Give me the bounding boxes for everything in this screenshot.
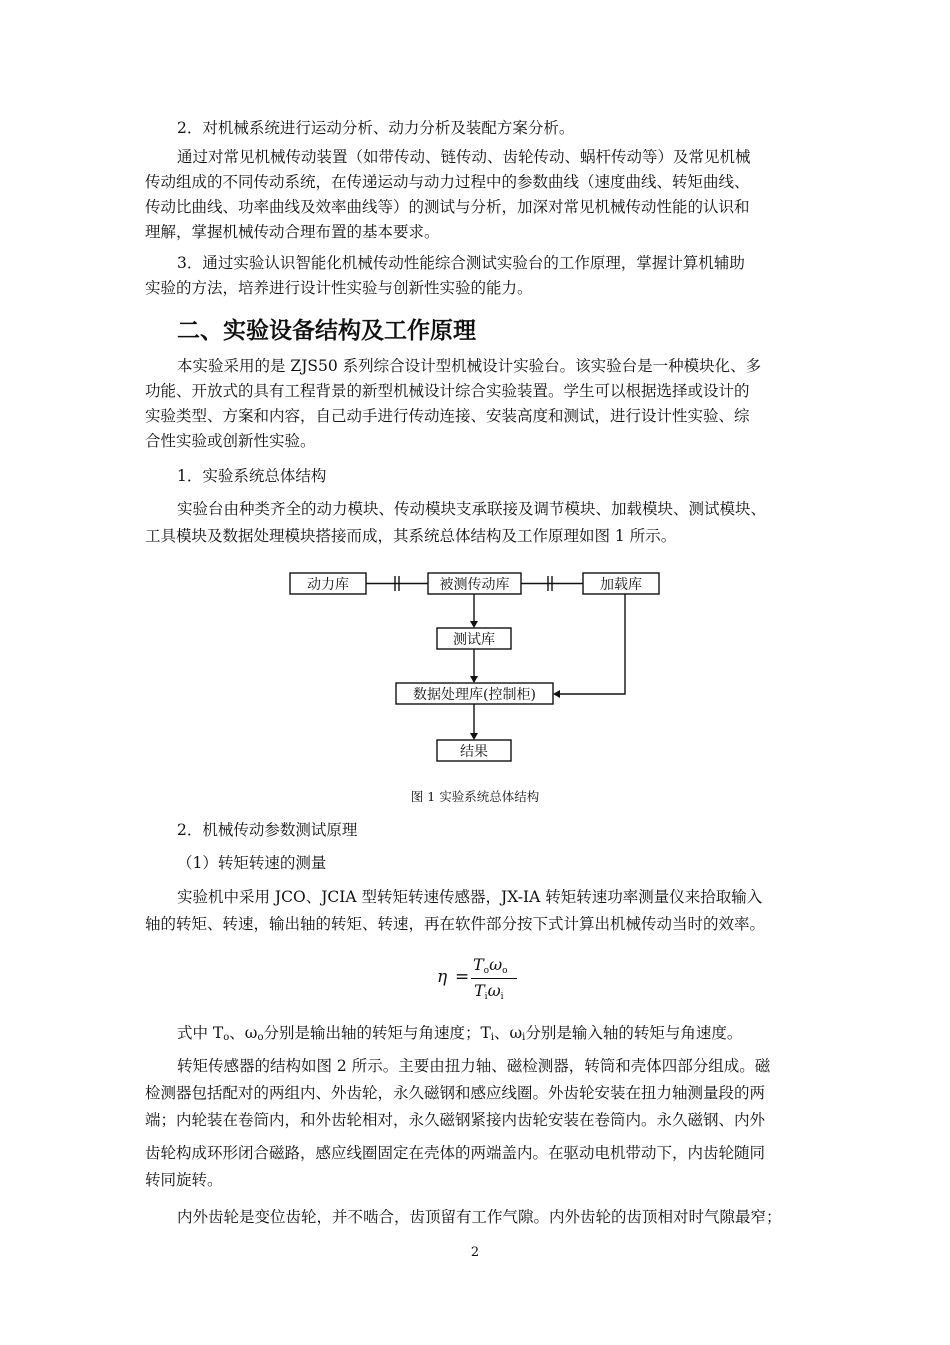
item-3-line: 实验的方法，培养进行设计性实验与创新性实验的能力。: [145, 279, 533, 297]
page-number: 2: [470, 1245, 480, 1260]
paragraph-line: 功能、开放式的具有工程背景的新型机械设计综合实验装置。学生可以根据选择或设计的: [145, 382, 750, 400]
paragraph-line: 实验类型、方案和内容，自己动手进行传动连接、安装高度和测试，进行设计性实验、综: [145, 407, 750, 425]
paragraph-line: 合性实验或创新性实验。: [145, 432, 316, 450]
paragraph-line: 实验机中采用 JCO、JCIA 型转矩转速传感器，JX-IA 转矩转速功率测量仪来拾取输入: [177, 888, 763, 906]
box-result-label: 结果: [460, 744, 488, 760]
efficiency-formula: [435, 955, 555, 1005]
paragraph-line: 内外齿轮是变位齿轮，并不啮合，齿顶留有工作气隙。内外齿轮的齿顶相对时气隙最窄；: [177, 1208, 782, 1226]
formula-denominator: $T_i\omega_i$: [474, 981, 504, 1002]
paragraph-line: 轴的转矩、转速，输出轴的转矩、转速，再在软件部分按下式计算出机械传动当时的效率。: [145, 915, 766, 933]
paragraph-line: 转同旋转。: [145, 1171, 223, 1189]
subsection-title: 2．机械传动参数测试原理: [177, 821, 358, 839]
paragraph-line: 实验台由种类齐全的动力模块、传动模块支承联接及调节模块、加载模块、测试模块、: [177, 500, 767, 518]
subsubsection-title: （1）转矩转速的测量: [177, 854, 327, 872]
formula-fraction-bar: [471, 978, 517, 979]
paragraph-line: 端；内轮装在卷筒内，和外齿轮相对，永久磁钢紧接内齿轮安装在卷筒内。永久磁钢、内外: [145, 1111, 766, 1129]
item-3-line: 3．通过实验认识智能化机械传动性能综合测试实验台的工作原理，掌握计算机辅助: [177, 254, 745, 272]
arrowhead-icon: [470, 733, 478, 740]
formula-eta: η: [437, 967, 448, 987]
item-2-title: 2．对机械系统进行运动分析、动力分析及装配方案分析。: [177, 119, 575, 137]
paragraph-line: 理解，掌握机械传动合理布置的基本要求。: [145, 223, 440, 241]
box-data-label: 数据处理库(控制柜): [413, 687, 536, 703]
paragraph-line: 传动比曲线、功率曲线及效率曲线等）的测试与分析，加深对常见机械传动性能的认识和: [145, 198, 750, 216]
arrowhead-icon: [470, 621, 478, 628]
paragraph-line: 通过对常见机械传动装置（如带传动、链传动、齿轮传动、蜗杆传动等）及常见机械: [177, 148, 751, 166]
box-load-label: 加载库: [600, 577, 642, 593]
load-feedback-line: [559, 594, 625, 694]
subsection-title: 1．实验系统总体结构: [177, 467, 327, 485]
formula-numerator: $T_o\omega_o$: [473, 955, 508, 976]
arrowhead-icon: [553, 690, 560, 698]
section-heading: 二、实验设备结构及工作原理: [177, 318, 476, 344]
figure-1-caption: 图 1 实验系统总体结构: [410, 789, 540, 804]
paragraph-line: 本实验采用的是 ZJS50 系列综合设计型机械设计实验台。该实验台是一种模块化、多: [177, 357, 762, 375]
paragraph-line: 转矩传感器的结构如图 2 所示。主要由扭力轴、磁检测器，转筒和壳体四部分组成。磁: [177, 1057, 771, 1075]
box-transmission-label: 被测传动库: [439, 577, 510, 593]
paragraph-line: 传动组成的不同传动系统，在传递运动与动力过程中的参数曲线（速度曲线、转矩曲线、: [145, 173, 750, 191]
formula-equals: =: [455, 967, 470, 987]
paragraph-line: 齿轮构成环形闭合磁路，感应线圈固定在壳体的两端盖内。在驱动电机带动下，内齿轮随同: [145, 1144, 766, 1162]
paragraph-line: 检测器包括配对的两组内、外齿轮，永久磁钢和感应线圈。外齿轮安装在扭力轴测量段的两: [145, 1084, 766, 1102]
paragraph-line: 工具模块及数据处理模块搭接而成，其系统总体结构及工作原理如图 1 所示。: [145, 527, 677, 545]
box-power-label: 动力库: [307, 577, 349, 593]
arrowhead-icon: [470, 676, 478, 683]
box-test-label: 测试库: [453, 632, 495, 648]
formula-note: 式中 $T_o$、$\omega_o$分别是输出轴的转矩与角速度；$T_i$、$\omega_i$分别是输入轴的转矩与角速度。: [177, 1024, 743, 1043]
